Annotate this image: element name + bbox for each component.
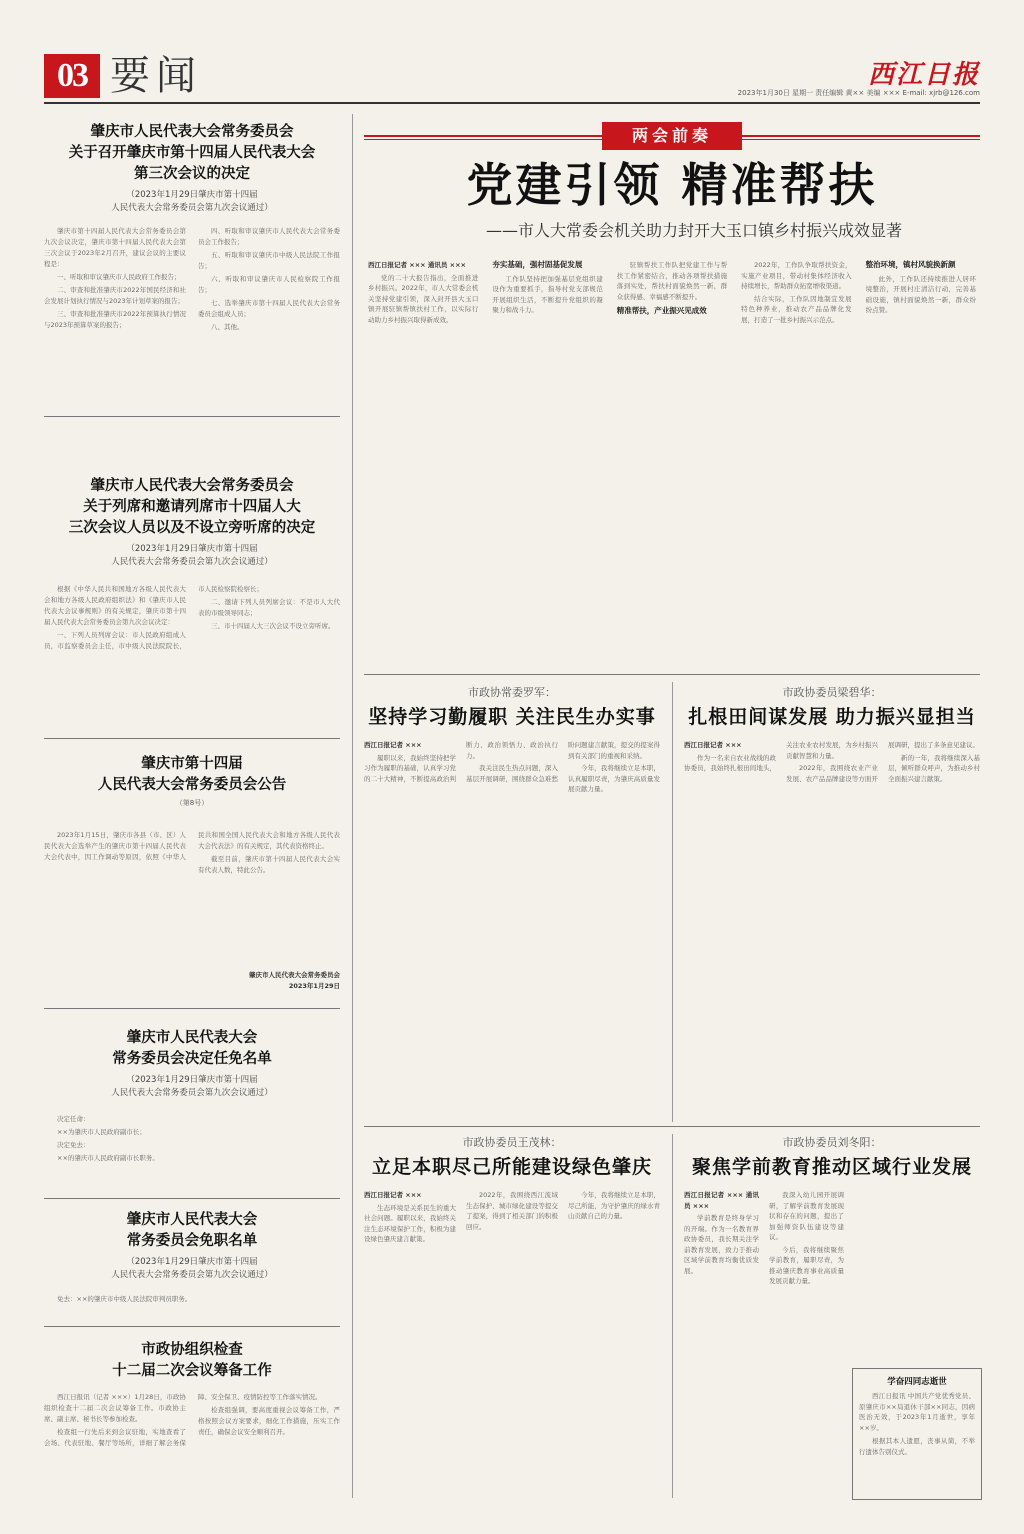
divider <box>364 1126 980 1127</box>
divider <box>44 416 340 417</box>
article-body: 肇庆市第十四届人民代表大会常务委员会第九次会议决定，肇庆市第十四届人民代表大会第三次会议于2023年2月召开，建议会议的主要议程是： 一、听取和审议肇庆市人民政府工作报告； 二、审查和批准肇庆市2022年国民经济和社会发展计划执行情况与2023年计划草案的报告； 三、审查和批准肇庆市2022年预算执行情况与2023年预算草案的报告； 四、听取和审议肇庆市人民代表大会常务委员会工作报告； 五、听取和审议肇庆市中级人民法院工作报告； 六、听取和审议肇庆市人民检察院工作报告； 七、选举肇庆市第十四届人民代表大会常务委员会组成人员； 八、其他。 <box>44 227 340 331</box>
interview-kicker: 市政协委员梁碧华： <box>782 686 882 699</box>
kicker-banner <box>364 122 980 150</box>
page-number: 03 <box>44 54 100 98</box>
left-column <box>44 114 340 1498</box>
article-subtitle: （2023年1月29日肇庆市第十四届 人民代表大会常务委员会第九次会议通过） <box>111 190 273 213</box>
newspaper-logo: 西江日报 <box>867 60 980 90</box>
masthead-meta: 2023年1月30日 星期一 责任编辑 黄×× 美编 ××× E-mail: xjrb@126.com <box>737 89 980 97</box>
subhead: 精准帮扶，产业振兴见成效 <box>616 306 707 315</box>
article-title: 肇庆市人民代表大会常务委员会 关于召开肇庆市第十四届人民代表大会 第三次会议的决定 <box>68 124 316 182</box>
article-subtitle: （2023年1月29日肇庆市第十四届 人民代表大会常务委员会第九次会议通过） <box>111 1075 273 1098</box>
interview-title: 坚持学习勤履职 关注民生办实事 <box>368 706 656 728</box>
masthead <box>44 48 980 104</box>
article-title: 市政协组织检查 十二届二次会议筹备工作 <box>112 1342 272 1379</box>
lead-article-body: 西江日报记者 ××× 通讯员 ××× 党的二十大报告指出，全面推进乡村振兴。2022年，市人大常委会机关坚持党建引领，深入封开县大玉口镇开展驻镇帮镇扶村工作，以实际行动助力乡村振兴取得新成效。 夯实基础，强村固基促发展 工作队坚持把加强基层党组织建设作为重要抓手，指导村党支部规范开展组织生活，不断提升党组织的凝聚力和战斗力。 驻镇帮扶工作队把党建工作与帮扶工作紧密结合，推动各项帮扶措施落到实处，帮扶村面貌焕然一新，群众获得感、幸福感不断提升。 精准帮扶，产业振兴见成效 2022年，工作队争取帮扶资金，实施产业项目，带动村集体经济收入持续增长，帮助群众拓宽增收渠道。 结合实际，工作队因地制宜发展特色种养业，推动农产品品牌化发展，打造了一批乡村振兴示范点。 整治环境，镇村风貌换新颜 此外，工作队还持续推进人居环境整治，开展村庄清洁行动，完善基础设施，镇村面貌焕然一新，群众纷纷点赞。 <box>368 260 976 324</box>
subhead: 整治环境，镇村风貌换新颜 <box>865 260 956 269</box>
article-body: 决定任命： ××为肇庆市人民政府副市长； 决定免去： ××的肇庆市人民政府副市长职务。 <box>57 1115 159 1162</box>
divider <box>44 1326 340 1327</box>
article-appointment-list <box>44 1028 340 1100</box>
interview-luo-jun <box>364 684 660 1110</box>
divider <box>364 674 980 675</box>
divider <box>44 1008 340 1009</box>
article-subtitle: （2023年1月29日肇庆市第十四届 人民代表大会常务委员会第九次会议通过） <box>111 544 273 567</box>
column-rule <box>352 114 353 1498</box>
box-title: 学奋四同志逝世 <box>887 1377 947 1387</box>
divider <box>44 738 340 739</box>
article-subtitle: （2023年1月29日肇庆市第十四届 人民代表大会常务委员会第九次会议通过） <box>111 1257 273 1280</box>
column-rule <box>672 1134 673 1498</box>
interview-body: 西江日报记者 ××× 通讯员 ××× 学前教育是终身学习的开端。作为一名教育界政协委员，我长期关注学前教育发展，致力于推动区域学前教育均衡优质发展。 我深入幼儿园开展调研，了解学前教育发展现状和存在的问题，提出了加强师资队伍建设等建议。 今后，我将继续聚焦学前教育，履职尽责，为推动肇庆教育事业高质量发展贡献力量。 <box>684 1191 844 1285</box>
masthead-rule <box>44 102 980 104</box>
main-area <box>364 114 980 1498</box>
interview-kicker: 市政协常委罗军： <box>468 686 556 699</box>
article-removal-list <box>44 1210 340 1282</box>
article-body: 西江日报讯（记者 ×××）1月28日，市政协组织检查十二届二次会议筹备工作。市政协主席、副主席、秘书长等参加检查。 检查组一行先后来到会议驻地，实地查看了会场、代表驻地、餐厅等场所，详细了解会务保障、安全保卫、疫情防控等工作落实情况。 检查组强调，要高度重视会议筹备工作，严格按照会议方案要求，细化工作措施，压实工作责任，确保会议安全顺利召开。 <box>44 1393 340 1447</box>
interview-wang-maolin <box>364 1134 660 1500</box>
interview-title: 扎根田间谋发展 助力振兴显担当 <box>688 706 976 728</box>
article-meeting-decision <box>44 122 340 215</box>
article-body: 根据《中华人民共和国地方各级人民代表大会和地方各级人民政府组织法》和《肇庆市人民代表大会议事规则》的有关规定，肇庆市第十四届人民代表大会常务委员会第九次会议决定： 一、下列人员列席会议：市人民政府组成人员，市监察委员会主任，市中级人民法院院长，市人民检察院检察长； 二、邀请下列人员列席会议：不是市人大代表的市级领导同志； 三、市十四届人大三次会议不设立旁听席。 <box>44 585 340 650</box>
article-attendance-decision <box>44 476 340 569</box>
article-title: 肇庆市第十四届 人民代表大会常务委员会公告 <box>97 756 287 793</box>
interview-body: 西江日报记者 ××× 作为一名来自农业战线的政协委员，我始终扎根田间地头，关注农业农村发展，为乡村振兴贡献智慧和力量。 2022年，我围绕农业产业发展、农产品品牌建设等方面开展调研，提出了多条意见建议。 新的一年，我将继续深入基层，倾听群众呼声，为推动乡村全面振兴建言献策。 <box>684 741 980 783</box>
obituary-box: 学奋四同志逝世 西江日报讯 中国共产党优秀党员、原肇庆市××局退休干部××同志，因病医治无效，于2023年1月逝世，享年××岁。 根据其本人遗愿，丧事从简，不举行遗体告别仪式。 <box>852 1368 982 1500</box>
interview-body: 西江日报记者 ××× 履职以来，我始终坚持把学习作为履职的基础，认真学习党的二十大精神，不断提高政治判断力、政治领悟力、政治执行力。 我关注民生热点问题，深入基层开展调研，围绕群众急难愁盼问题建言献策，提交的提案得到有关部门的重视和采纳。 今年，我将继续立足本职，认真履职尽责，为肇庆高质量发展贡献力量。 <box>364 741 660 793</box>
article-body: 免去：××的肇庆市中级人民法院审判员职务。 <box>57 1295 192 1303</box>
interview-kicker: 市政协委员刘冬阳： <box>782 1136 882 1149</box>
article-announcement <box>44 754 340 808</box>
divider <box>44 1198 340 1199</box>
lead-headline: 党建引领 精准帮扶 <box>466 158 878 212</box>
subhead: 夯实基础，强村固基促发展 <box>492 260 583 269</box>
interview-kicker: 市政协委员王茂林： <box>462 1136 562 1149</box>
article-body: 2023年1月15日，肇庆市各县（市、区）人民代表大会选举产生的肇庆市第十四届人民代表大会代表中，因工作调动等原因，依照《中华人民共和国全国人民代表大会和地方各级人民代表大会代表法》的有关规定，其代表资格终止。 截至目前，肇庆市第十四届人民代表大会实有代表人数，特此公告。 <box>44 831 340 874</box>
newspaper-page <box>44 48 980 1498</box>
interview-title: 聚焦学前教育推动区域行业发展 <box>691 1156 972 1178</box>
column-rule <box>672 682 673 1122</box>
interview-liang-bihua <box>684 684 980 1110</box>
section-title: 要闻 <box>110 53 202 99</box>
article-title: 肇庆市人民代表大会 常务委员会决定任免名单 <box>112 1030 272 1067</box>
signature: 肇庆市人民代表大会常务委员会 2023年1月29日 <box>249 971 340 990</box>
kicker-tag: 两会前奏 <box>602 122 742 150</box>
announcement-number: （第8号） <box>175 799 209 807</box>
interview-body: 西江日报记者 ××× 生态环境是关系民生的重大社会问题。履职以来，我始终关注生态环境保护工作，积极为建设绿色肇庆建言献策。 2022年，我围绕西江流域生态保护、城市绿化建设等提交了提案，得到了相关部门的积极回应。 今年，我将继续立足本职，尽己所能，为守护肇庆的绿水青山贡献自己的力量。 <box>364 1191 660 1243</box>
article-title: 肇庆市人民代表大会常务委员会 关于列席和邀请列席市十四届人大 三次会议人员以及不设立旁听席的决定 <box>68 478 316 536</box>
article-title: 肇庆市人民代表大会 常务委员会免职名单 <box>126 1212 258 1249</box>
article-cppcc-inspection <box>44 1340 340 1382</box>
lead-subtitle: ——市人大常委会机关助力封开大玉口镇乡村振兴成效显著 <box>485 221 902 240</box>
interview-title: 立足本职尽己所能建设绿色肇庆 <box>371 1156 652 1178</box>
byline: 西江日报记者 ××× 通讯员 ××× <box>368 261 466 269</box>
